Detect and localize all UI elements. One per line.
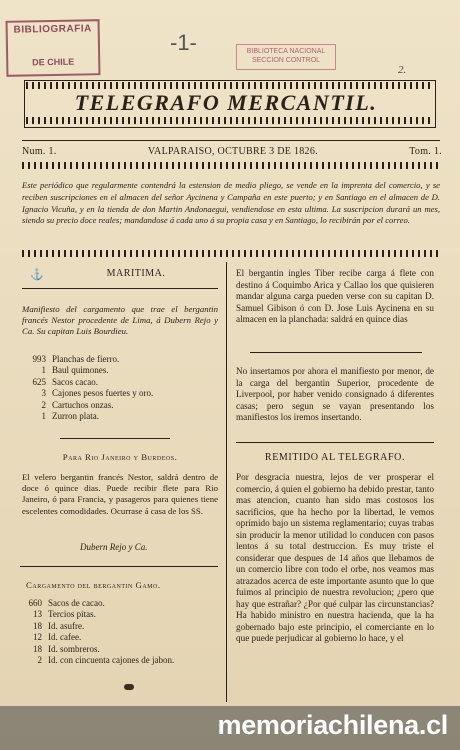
dateline-rule-top	[22, 140, 440, 141]
superior-notice: No insertamos por ahora el manifiesto por menor, de la carga del bergantin Superior, procedente de Liverpool, por haber venido consignado á diferentes casas; pero segun se vayan presentando los manifiestos los iremos insertando.	[236, 366, 434, 423]
list-item: 993 Planchas de fierro.	[32, 354, 120, 364]
manifest-list	[22, 354, 218, 422]
national-stamp-line1: BIBLIOTECA NACIONAL	[246, 48, 326, 55]
list-item: 13 Tercios pitas.	[33, 609, 96, 620]
page-number: 2.	[398, 64, 407, 76]
gamo-rule	[20, 566, 218, 567]
notice-rule	[250, 352, 422, 353]
watermark-text: memoriachilena.cl	[217, 710, 448, 740]
list-item: 12 Id. cafee.	[33, 632, 82, 643]
gamo-list	[18, 598, 218, 666]
national-library-stamp	[236, 44, 336, 70]
manifest-intro: Manifiesto del cargamento que trae el bergantin francés Nestor procedente de Lima, á Dubern Rejo y Ca. Su capitan Luis Bourdieu.	[22, 304, 218, 337]
tiber-notice: El bergantin ingles Tiber recibe carga á flete con destino á Coquimbo Arica y Callao los que quisieren mandar alguna carga pueden verse con su capitan D. Samuel Gibison ó con D. Jose Luis Aycinena en su almacen en la planchada: saldrá en quince dias	[236, 268, 434, 325]
section-rule	[60, 438, 170, 439]
list-item: 2 Cartuchos onzas.	[41, 399, 114, 410]
volume-number: Tom. 1.	[409, 146, 442, 157]
masthead-ornament-bottom	[26, 117, 432, 124]
library-stamp	[6, 19, 101, 77]
dateline-ornament	[22, 162, 440, 169]
list-item: 18 Id. asufre.	[33, 620, 85, 631]
maritime-heading: MARITIMA.	[106, 268, 166, 279]
list-item: 1 Baul quimones.	[41, 365, 109, 376]
remitido-rule	[236, 442, 434, 443]
ship-icon: ⚓	[30, 269, 44, 281]
stamp-bottom-text: DE CHILE	[32, 56, 75, 68]
masthead-ornament-top	[26, 82, 432, 89]
national-stamp-line2: SECCION CONTROL	[251, 57, 321, 64]
gamo-heading: Cargamento del bergantin Gamo.	[26, 580, 161, 590]
list-item: 660 Sacos de cacao.	[28, 598, 105, 608]
list-item: 2 Id. con cincuenta cajones de jabon.	[37, 655, 175, 666]
list-item: 1 Zurron plata.	[41, 411, 99, 422]
route-heading: Para Rio Janeiro y Burdeos.	[62, 452, 178, 462]
list-item: 3 Cajones pesos fuertes y oro.	[41, 388, 154, 399]
list-item: 18 Id. sombreros.	[33, 643, 100, 654]
column-divider	[226, 262, 227, 702]
issue-date: VALPARAISO, OCTUBRE 3 DE 1826.	[147, 146, 318, 157]
list-item: 625 Sacos cacao.	[32, 376, 98, 387]
intro-ornament	[22, 250, 440, 257]
intro-paragraph: Este periódico que regularmente contendrá la estension de medio pliego, se vende en la imprenta del comercio, y se reciben suscripciones en el almacen del señor Aycinena y Campaña en este puerto; y en Santiago en el almacen de D. Ignacio Vicuña, y en la tienda de don Martin Andonaegui, vendiendose en esta ultima. La suscripcion durará un mes, siendo su precio doce reales; mandandose á cada uno á su propia casa y en Santiago, lo recibirán por el correo.	[22, 180, 440, 226]
route-signature: Dubern Rejo y Ca.	[80, 542, 148, 552]
pencil-number: -1-	[170, 30, 197, 55]
remitido-heading: REMITIDO AL TELEGRAFO.	[264, 452, 406, 463]
stamp-top-text: BIBLIOGRAFIA	[13, 23, 92, 36]
remitido-body: Por desgracia nuestra, lejos de ver prosperar el comercio, á quien el gobierno ha debido prestar, tanto mas atencion, cuanto han sido mas costosos los sacrificios, que ha hecho por la libertad, le vemos oprimido bajo un sistema reglamentario; cuyas trabas sin producir la menor utilidad lo conducen con pasos lentos á su total destruccion. Es muy triste el considerar que despues de 14 años que llebamos de un comercio libre con todo el orbe, nos veamos mas atrazados acerca de este importante asunto que lo que fuimos al principio de nuestra revolucion; ¿pero que hay que estrañar? ¿Por qué culpar las circunstancias? Ha habido ministro en nuestra hacienda, que la ha gobernado bajo este principio, el comerciante en lo que puede perjudicar al gobierno lo hace, y el	[236, 472, 434, 643]
ink-blot	[124, 684, 134, 690]
issue-number: Num. 1.	[22, 146, 57, 157]
watermark-bar	[0, 706, 460, 750]
maritime-rule	[22, 288, 218, 289]
dateline	[22, 146, 442, 157]
route-body: El velero bergantin francés Nestor, saldrá dentro de doce ó quince dias. Puede recibir flete para Rio Janeiro, ó para Francia, y pasageros para quienes tiene escelentes comodidades. Ocurrase á casa de los SS.	[22, 472, 218, 516]
masthead-title: TELEGRAFO MERCANTIL.	[74, 90, 378, 115]
